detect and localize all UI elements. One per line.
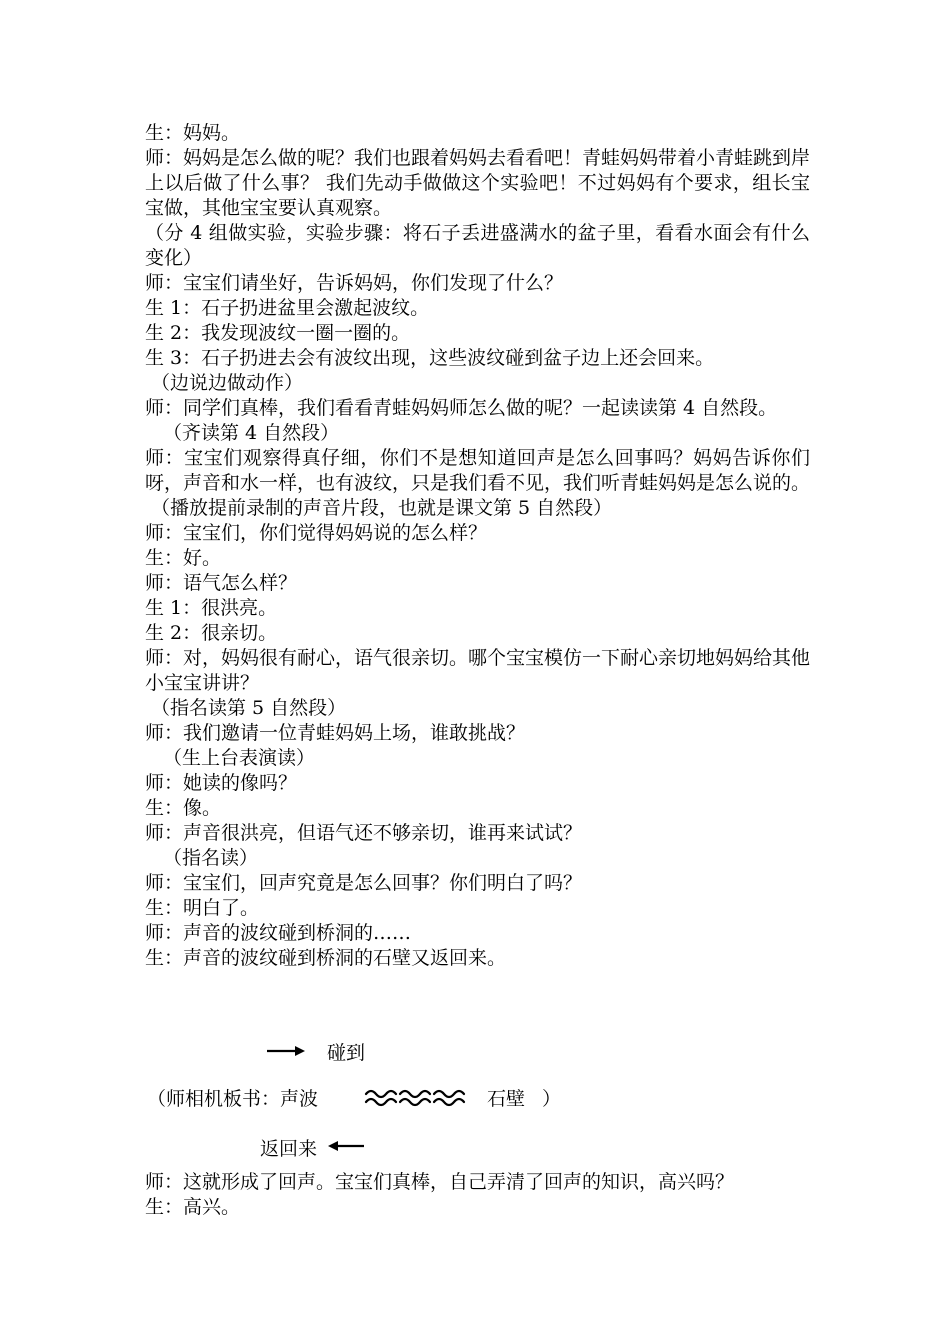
dialogue-line: 师：声音很洪亮，但语气还不够亲切，谁再来试试？ [145,822,583,844]
wave-symbols-icon [363,1085,467,1109]
dialogue-line: 生：声音的波纹碰到桥洞的石壁又返回来。 [145,947,507,969]
dialogue-line: 师：宝宝们，你们觉得妈妈说的怎么样？ [145,522,488,544]
dialogue-line: 师：语气怎么样？ [145,572,298,594]
stage-direction: （指名读第 5 自然段） [151,697,347,719]
stage-direction: （生上台表演读） [163,747,316,769]
dialogue-line: 师：我们邀请一位青蛙妈妈上场，谁敢挑战？ [145,722,526,744]
blackboard-diagram [145,1032,810,1167]
stage-direction: （齐读第 4 自然段） [163,422,340,444]
board-caption: （师相机板书：声波 [147,1088,319,1110]
lesson-transcript [145,121,810,971]
dialogue-line: 生：明白了。 [145,897,260,919]
dialogue-line: 师：宝宝们请坐好，告诉妈妈，你们发现了什么？ [145,272,564,294]
dialogue-line: 师：同学们真棒，我们看看青蛙妈妈师怎么做的呢？一起读读第 4 自然段。 [145,397,778,419]
stage-direction: （指名读） [163,847,259,869]
lesson-transcript-end [145,1170,810,1220]
dialogue-line: 师：声音的波纹碰到桥洞的…… [145,922,412,944]
dialogue-line: 生：像。 [145,797,222,819]
dialogue-line: 师：宝宝们观察得真仔细，你们不是想知道回声是怎么回事吗？妈妈告诉你们呀，声音和水一样，也有波纹，只是我们看不见，我们听青蛙妈妈是怎么说的。 [145,447,811,494]
stone-wall-label: 石壁 [487,1088,526,1110]
collide-label: 碰到 [327,1042,366,1064]
dialogue-line: 生 1：石子扔进盆里会激起波纹。 [145,297,430,319]
right-arrow-icon [267,1044,307,1058]
dialogue-line: 生 2：很亲切。 [145,622,278,644]
stage-direction: （分 4 组做实验，实验步骤：将石子丢进盛满水的盆子里，看看水面会有什么变化） [145,222,810,269]
stage-direction: （边说边做动作） [151,372,304,394]
dialogue-line: 师：对，妈妈很有耐心，语气很亲切。哪个宝宝模仿一下耐心亲切地妈妈给其他小宝宝讲讲？ [145,647,811,694]
dialogue-line: 生 3：石子扔进去会有波纹出现，这些波纹碰到盆子边上还会回来。 [145,347,715,369]
dialogue-line: 师：宝宝们，回声究竟是怎么回事？你们明白了吗？ [145,872,583,894]
dialogue-line: 师：这就形成了回声。宝宝们真棒，自己弄清了回声的知识，高兴吗？ [145,1171,735,1193]
dialogue-line: 生 2：我发现波纹一圈一圈的。 [145,322,411,344]
dialogue-line: 师：她读的像吗？ [145,772,298,794]
dialogue-line: 生 1：很洪亮。 [145,597,278,619]
dialogue-line: 生：好。 [145,547,222,569]
dialogue-line: 师：妈妈是怎么做的呢？我们也跟着妈妈去看看吧！青蛙妈妈带着小青蛙跳到岸上以后做了什么事？ 我们先动手做做这个实验吧！不过妈妈有个要求，组长宝宝做，其他宝宝要认真观察。 [145,147,811,219]
return-label: 返回来 [260,1138,318,1160]
left-arrow-icon [328,1139,364,1153]
caption-close: ） [542,1088,562,1110]
dialogue-line: 生：妈妈。 [145,122,241,144]
dialogue-line: 生：高兴。 [145,1196,241,1218]
stage-direction: （播放提前录制的声音片段，也就是课文第 5 自然段） [151,497,613,519]
